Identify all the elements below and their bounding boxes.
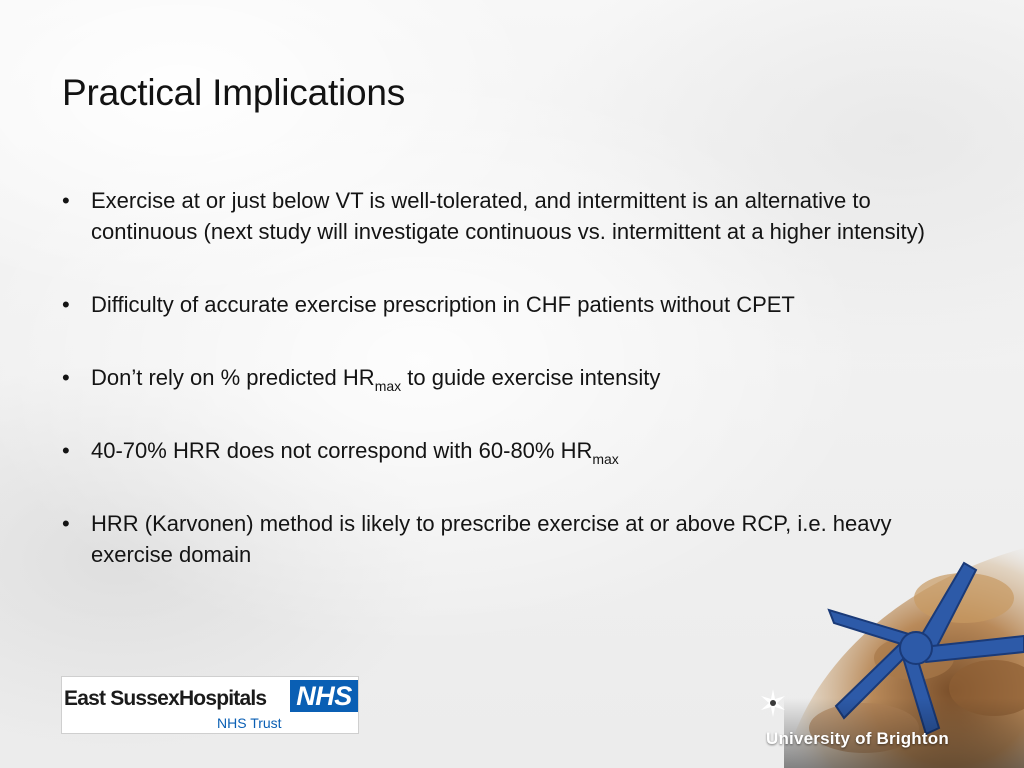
university-of-brighton-label: University of Brighton: [766, 729, 949, 748]
bullet-dot: •: [62, 188, 70, 213]
bullet-item: [62, 289, 962, 320]
bullet-item: [62, 362, 962, 393]
bullet-item: [62, 508, 962, 570]
bullet-subscript: max: [592, 451, 619, 467]
bullet-text: Don’t rely on % predicted HR: [91, 365, 375, 390]
bullet-dot: •: [62, 292, 70, 317]
slide-title: Practical Implications: [62, 72, 406, 113]
bullet-dot: •: [62, 365, 70, 390]
nhs-badge-text: NHS: [296, 680, 352, 711]
east-sussex-hospitals-logo: [61, 676, 359, 734]
east-sussex-name: East SussexHospitals: [64, 687, 267, 710]
bullet-text: Difficulty of accurate exercise prescription in CHF patients without CPET: [91, 292, 795, 317]
bullet-text-after: to guide exercise intensity: [401, 365, 661, 390]
bullet-item: [62, 435, 962, 466]
nhs-trust-label: NHS Trust: [217, 715, 282, 731]
bullet-item: [62, 185, 962, 247]
bullet-list: [62, 185, 962, 570]
bullet-subscript: max: [374, 378, 402, 394]
star-logo-icon: [758, 688, 788, 718]
bullet-dot: •: [62, 438, 70, 463]
bullet-dot: •: [62, 511, 70, 536]
nhs-badge: [290, 680, 358, 712]
bullet-text: HRR (Karvonen) method is likely to prescribe exercise at or above RCP, i.e. heavy exercise domain: [91, 511, 892, 567]
bullet-text: Exercise at or just below VT is well-tolerated, and intermittent is an alternative to continuous (next study will investigate continuous vs. intermittent at a higher intensity): [91, 188, 925, 244]
bullet-text: 40-70% HRR does not correspond with 60-80% HR: [91, 438, 593, 463]
